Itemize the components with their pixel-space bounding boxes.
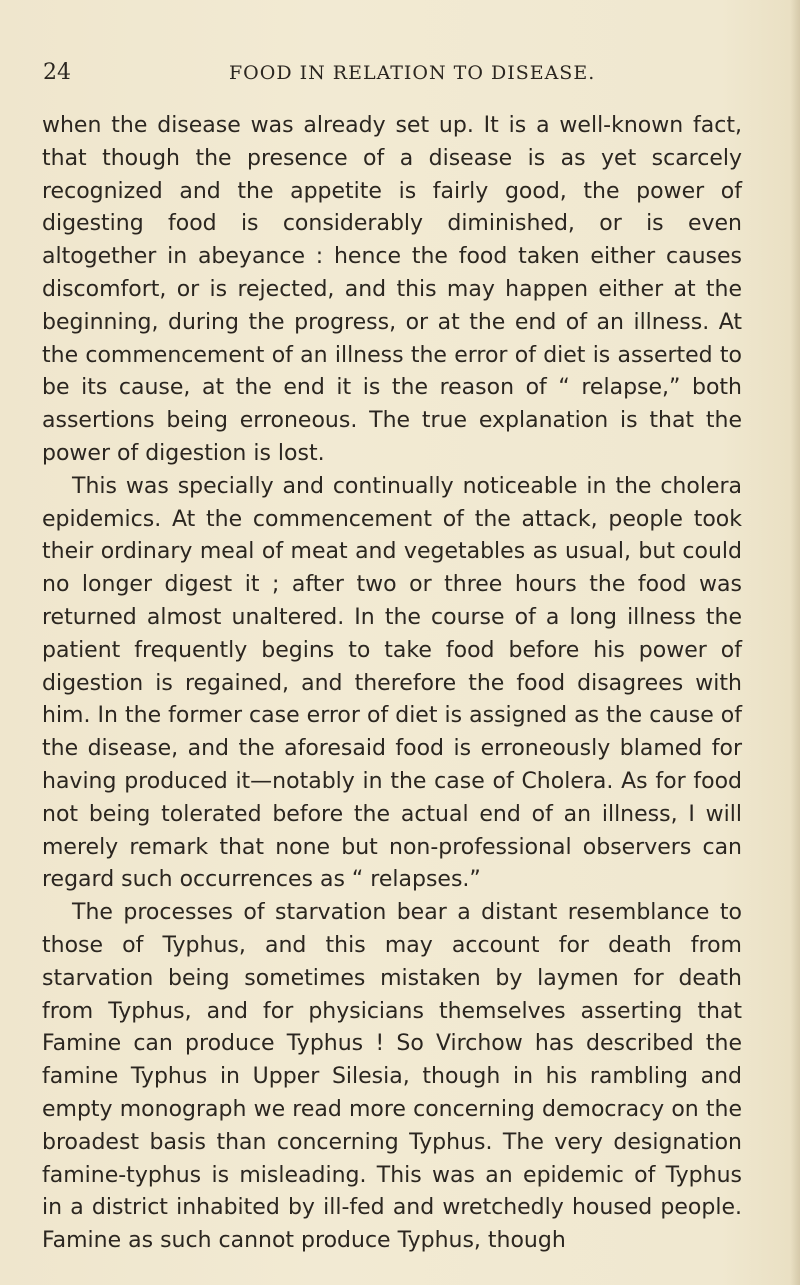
running-title: FOOD IN RELATION TO DISEASE. bbox=[229, 62, 596, 84]
page-header bbox=[0, 58, 800, 88]
paragraph-1: when the disease was already set up. It is a well-known fact, that though the presence of a disease is as yet scarcely recognized and the appetite is fairly good, the power of digesting food is considerably diminished, or is even altogether in abeyance : hence the food taken either causes discomfort, or is rejected, and this may happen either at the beginning, during the progress, or at the end of an illness. At the commencement of an illness the error of diet is asserted to be its cause, at the end it is the reason of “ relapse,” both assertions being erroneous. The true explanation is that the power of digestion is lost. bbox=[42, 113, 742, 466]
paragraph-2: This was specially and continually noticeable in the cholera epidemics. At the commencement of the attack, people took their ordinary meal of meat and vegetables as usual, but could no longer digest it ; after two or three hours the food was returned almost unaltered. In the course of a long illness the patient frequently begins to take food before his power of digestion is regained, and therefore the food disagrees with him. In the former case error of diet is assigned as the cause of the disease, and the aforesaid food is erroneously blamed for having produced it—notably in the case of Cholera. As for food not being tolerated before the actual end of an illness, I will merely remark that none but non-professional observers can regard such occurrences as “ relapses.” bbox=[42, 473, 742, 893]
body-text bbox=[42, 110, 742, 1258]
page-edge-shadow bbox=[790, 0, 800, 1285]
page-number: 24 bbox=[43, 60, 71, 85]
paragraph-3: The processes of starvation bear a distant resemblance to those of Typhus, and this may account for death from starvation being sometimes mistaken by laymen for death from Typhus, and for physicians themselves asserting that Famine can produce Typhus ! So Virchow has described the famine Typhus in Upper Silesia, though in his rambling and empty monograph we read more concerning democracy on the broadest basis than concerning Typhus. The very designation famine-typhus is misleading. This was an epidemic of Typhus in a district inhabited by ill-fed and wretchedly housed people. Famine as such cannot produce Typhus, though bbox=[42, 900, 742, 1254]
